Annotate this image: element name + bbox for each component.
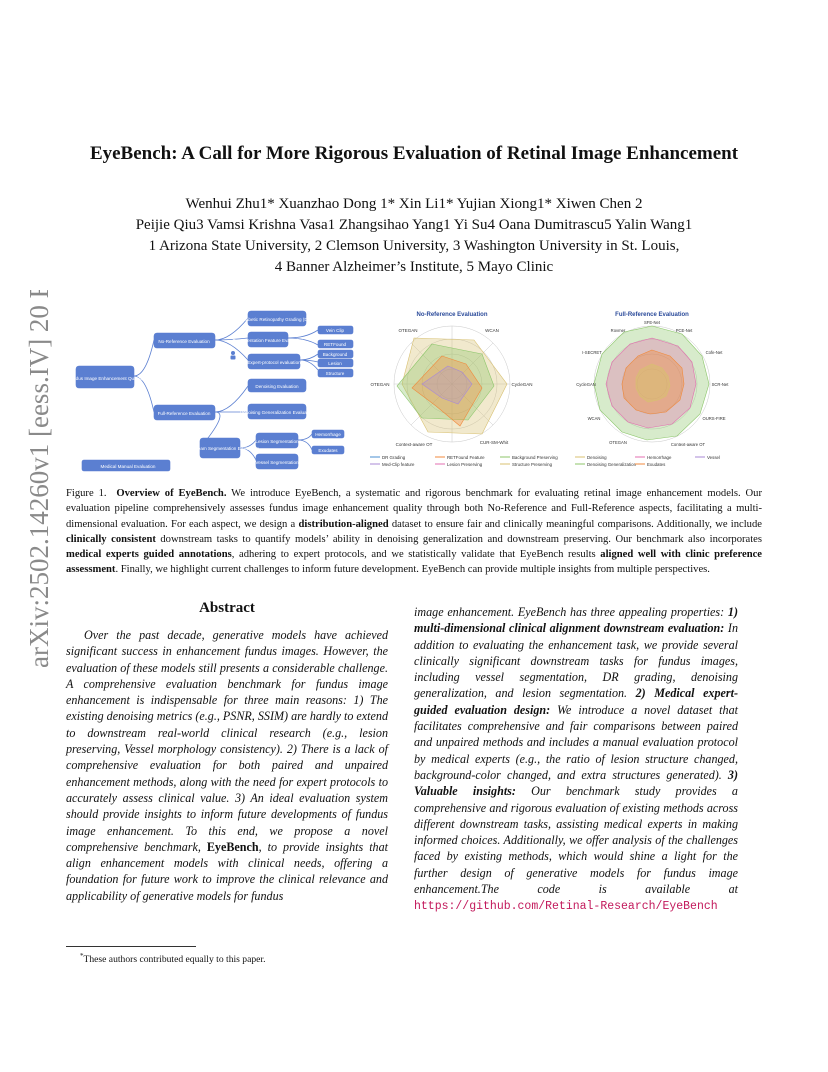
- abstract-text: Our benchmark study provides a comprehensive and rigorous evaluation of existing methods across different downstream tasks, assisting medical experts in making informed choices. Additionally, we offer analysis of the challenges faced by existing methods, which would shine a light for the further design of generative models for fundus image enhancement.The code is available at: [414, 784, 738, 897]
- legend-item-7: Lesion Preserving: [447, 462, 483, 467]
- radar-fr-axis-2: Cofe-Net: [705, 350, 723, 355]
- caption-text: dataset to ensure fair and clinically meaningful comparisons. Additionally, we include: [388, 518, 762, 530]
- radar-nr-axis-1: WCAN: [485, 328, 499, 333]
- radar-no-reference: [370, 312, 532, 447]
- caption-lead: Overview of EyeBench.: [116, 488, 227, 499]
- abstract-text: Over the past decade, generative models have achieved significant success in enhancement fundus images. However, the evaluation of these models still presents a considerable challenge. A comprehensive evaluation benchmark for fundus image enhancement is indispensable for three main reasons: 1) The existing denoising metrics (e.g., PSNR, SSIM) are hardly to extend to downstream real-world clinical research (e.g., lesion preserving, Vessel morphology consistency). 2) There is a lack of comprehensive evaluation for both paired and unpaired enhancement methods, along with the need for expert protocols to accurately assess clinical value. 3) An ideal evaluation system should provide insights to inform future developments of fundus image enhancement. To this end, we propose a novel comprehensive benchmark,: [66, 628, 388, 854]
- caption-bold: clinically consistent: [66, 533, 156, 545]
- leaf-lesion: Lesion: [328, 361, 342, 366]
- footnote: *These authors contributed equally to this paper.: [80, 952, 266, 966]
- radar-fr-axis-9: I-SECRET: [582, 350, 602, 355]
- leaf-vein-clip: Vein Clip: [325, 328, 345, 333]
- radar-nr-title: No-Reference Evaluation: [416, 312, 488, 318]
- radar-fr-axis-6: OTEGAN: [609, 440, 627, 445]
- node-downstream: Downstream Segmentation Evaluation: [180, 446, 260, 451]
- affiliation-line-2: 4 Banner Alzheimer’s Institute, 5 Mayo Clinic: [274, 259, 554, 275]
- node-no-reference: No-Reference Evaluation: [158, 339, 210, 344]
- radar-nr-axis-3: CUR-SM-Whit: [479, 440, 509, 445]
- legend-item-4: Hemorrhage: [647, 455, 672, 460]
- leaf-retfound: RETFound: [323, 342, 347, 347]
- caption-label: Figure 1.: [66, 488, 107, 499]
- node-denoising: Denoising Evaluation: [255, 384, 299, 389]
- abstract-heading: Abstract: [199, 600, 255, 616]
- radar-fr-axis-3: SCR-Net: [711, 382, 729, 387]
- caption-text: downstream tasks to quantify models’ ability in denoising generalization and downstream preserving. Our benchmark also incorporates: [155, 533, 762, 545]
- radar-fr-axis-1: PCE-Net: [675, 328, 693, 333]
- legend-item-1: RETFound Feature: [447, 455, 485, 460]
- radar-fr-axis-0: SFE-Net: [643, 320, 661, 325]
- abstract-bold: 1) multi-dimensional clinical alignment downstream evaluation:: [414, 605, 738, 636]
- abstract-paragraph-continued: [414, 604, 738, 916]
- paper-title: EyeBench: A Call for More Rigorous Evaluation of Retinal Image Enhancement: [89, 143, 739, 164]
- figure-caption: [66, 486, 762, 578]
- legend-item-2: Background Preserving: [512, 455, 558, 460]
- abstract-text: image enhancement. EyeBench has three appealing properties:: [414, 605, 728, 619]
- node-denoising-generalization: Denoising Generalization Evaluation: [239, 410, 315, 415]
- node-representation: Representation Feature Evaluation: [232, 338, 304, 343]
- arxiv-stamp: [18, 290, 58, 670]
- caption-bold: aligned well with clinic preference assessment: [66, 549, 762, 576]
- legend-item-9: Denoising Generalization: [587, 462, 637, 467]
- legend-item-3: Denoising: [587, 455, 607, 460]
- author-block: [40, 194, 788, 278]
- author-line-1: Wenhui Zhu1* Xuanzhao Dong 1* Xin Li1* Yujian Xiong1* Xiwen Chen 2: [185, 196, 643, 212]
- radar-fr-axis-4: OURS-FIRE: [702, 416, 726, 421]
- caption-text: We introduce EyeBench, a systematic and rigorous benchmark for evaluating retinal image enhancement models. Our evaluation pipeline comprehensively assesses fundus image enhancement quality through both No-Reference and Full-Reference aspects, facilitating a multi-dimensional evaluation. For each aspect, we design a: [66, 488, 762, 530]
- abstract-left-column: [66, 600, 388, 904]
- figure-legend: [370, 455, 720, 467]
- abstract-bold: EyeBench: [206, 839, 259, 854]
- radar-fr-title: Full-Reference Evaluation: [615, 312, 689, 318]
- author-line-2: Peijie Qiu3 Vamsi Krishna Vasa1 Zhangsihao Yang1 Yi Su4 Oana Dumitrascu5 Yalin Wang1: [135, 217, 693, 233]
- legend-item-0: DR Grading: [382, 455, 406, 460]
- leaf-background: Background: [322, 352, 348, 357]
- code-link[interactable]: https://github.com/Retinal-Research/EyeBench: [414, 900, 718, 914]
- caption-bold: medical experts guided annotations: [66, 549, 232, 561]
- legend-item-8: Structure Preserving: [512, 462, 553, 467]
- legend-item-6: Med-Clip feature: [382, 462, 415, 467]
- radar-nr-axis-4: Context-aware OT: [395, 442, 433, 447]
- abstract-text: In addition to evaluating the enhancement task, we provide several clinically significant downstream tasks for fundus images, including vessel segmentation, DR grading, denoising generalization, and lesion segmentation.: [414, 621, 738, 701]
- legend-manual-eval: Medical Manual Evaluation: [100, 464, 156, 469]
- radar-fr-axis-10: Rovmer: [610, 328, 626, 333]
- figure-overview: [70, 300, 760, 478]
- abstract-bold: 2) Medical expert-guided evaluation design:: [414, 686, 738, 717]
- caption-text: . Finally, we highlight current challenges to inform future development. EyeBench can provide multiple insights from multiple perspectives.: [115, 564, 710, 576]
- affiliation-line-1: 1 Arizona State University, 2 Clemson University, 3 Washington University in St. Louis,: [148, 238, 680, 254]
- arxiv-id-text: arXiv:2502.14260v1 [eess.IV] 20 Feb 2025: [24, 290, 54, 668]
- node-expert: Expert-protocol evaluation: [247, 360, 301, 365]
- node-root: Fundus Image Enhancement Quality: [70, 376, 143, 381]
- legend-item-10: Exudates: [647, 462, 666, 467]
- footnote-divider: [66, 946, 196, 947]
- caption-text: , adhering to expert protocols, and we statistically validate that EyeBench results: [231, 549, 601, 561]
- radar-fr-axis-5: Context-aware OT: [670, 442, 706, 447]
- footnote-text: These authors contributed equally to this paper.: [83, 954, 266, 966]
- node-full-reference: Full-Reference Evaluation: [157, 411, 211, 416]
- leaf-hemorrhage: Hemorrhage: [315, 432, 341, 437]
- node-dr: Diabetic Retinopathy Grading (DR): [241, 317, 313, 322]
- radar-full-reference: [576, 312, 729, 447]
- radar-fr-axis-7: WCAN: [587, 416, 601, 421]
- caption-bold: distribution-aligned: [298, 518, 389, 530]
- leaf-structure: Structure: [325, 371, 345, 376]
- legend-item-5: Vessel: [707, 455, 720, 460]
- abstract-paragraph: [66, 627, 388, 904]
- leaf-exudates: Exudates: [318, 448, 338, 453]
- radar-nr-axis-2: CycleGAN: [511, 382, 533, 387]
- abstract-bold: 3) Valuable insights:: [414, 767, 738, 799]
- radar-nr-axis-5: OTEGAN: [370, 382, 390, 387]
- abstract-text: , to provide insights that align enhancement models with clinical needs, offering a foundation for future work to improve the clinical relevance and applicability of generative models for fundus: [66, 839, 389, 903]
- radar-nr-axis-0: OTEGAN: [398, 328, 418, 333]
- abstract-text: We introduce a novel dataset that facilitates comprehensive and fair comparisons between paired and unpaired methods and includes a manual evaluation protocol by medical experts (e.g., the ratio of lesion structure changed, background-color changed, and extra structures generated).: [414, 702, 738, 782]
- abstract-right-column: [414, 604, 738, 916]
- radar-fr-axis-8: CycleGAN: [576, 382, 596, 387]
- node-vessel-segmentation: Vessel Segmentation: [255, 460, 299, 465]
- node-lesion-segmentation: Lesion Segmentation: [255, 439, 299, 444]
